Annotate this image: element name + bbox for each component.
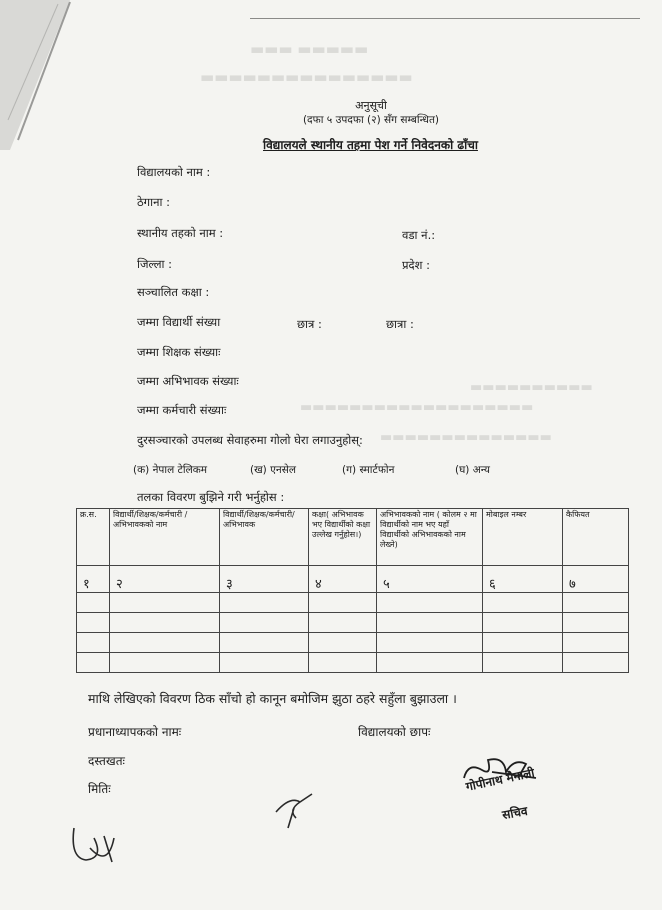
header-cell: विद्यार्थी/शिक्षक/कर्मचारी /अभिभावकको नाम bbox=[110, 509, 220, 566]
blank-cell bbox=[563, 633, 629, 653]
table-row bbox=[77, 653, 629, 673]
blank-cell bbox=[483, 613, 563, 633]
bleed-through-text: ▬▬▬▬▬▬▬▬▬▬▬▬▬▬ bbox=[380, 430, 552, 445]
grades-field: सञ्चालित कक्षा : bbox=[137, 285, 210, 299]
blank-cell bbox=[77, 613, 110, 633]
bleed-through-text: ▬▬▬ ▬▬▬▬▬ bbox=[250, 40, 369, 58]
top-rule bbox=[250, 18, 640, 19]
blank-cell bbox=[377, 613, 483, 633]
ward-field: वडा नं.: bbox=[402, 228, 436, 242]
total-students-field: जम्मा विद्यार्थी संख्या bbox=[137, 315, 221, 329]
stamp-designation: सचिव bbox=[501, 803, 529, 823]
bleed-through-text: ▬▬▬▬▬▬▬▬▬▬ bbox=[470, 380, 593, 395]
blank-cell bbox=[77, 653, 110, 673]
handwritten-initial bbox=[270, 788, 320, 832]
schedule-label: अनुसूची bbox=[355, 99, 387, 112]
blank-cell bbox=[483, 633, 563, 653]
blank-cell bbox=[220, 653, 309, 673]
table-row bbox=[77, 613, 629, 633]
header-cell: क्र.स. bbox=[77, 509, 110, 566]
blank-cell bbox=[110, 653, 220, 673]
blank-cell bbox=[309, 653, 377, 673]
handwritten-mark bbox=[64, 818, 124, 878]
blank-cell bbox=[110, 593, 220, 613]
blank-cell bbox=[309, 613, 377, 633]
blank-cell bbox=[220, 593, 309, 613]
column-number: ६ bbox=[483, 566, 563, 593]
boys-field: छात्र : bbox=[297, 317, 322, 331]
column-number: १ bbox=[77, 566, 110, 593]
blank-cell bbox=[220, 633, 309, 653]
blank-cell bbox=[110, 613, 220, 633]
girls-field: छात्रा : bbox=[386, 317, 414, 331]
form-title: विद्यालयले स्थानीय तहमा पेश गर्ने निवेदनको ढाँचा bbox=[263, 138, 478, 152]
telecom-option: (ख) एनसेल bbox=[250, 464, 296, 476]
scan-shadow bbox=[0, 0, 90, 150]
column-number: ३ bbox=[220, 566, 309, 593]
details-table bbox=[76, 508, 629, 673]
column-number: ७ bbox=[563, 566, 629, 593]
table-header-row bbox=[77, 509, 629, 566]
school-stamp-field: विद्यालयको छापः bbox=[358, 725, 431, 739]
header-cell: अभिभावकको नाम ( कोलम २ मा विद्यार्थीको नाम भए यहाँ विद्यार्थीको अभिभावकको नाम लेख्ने) bbox=[377, 509, 483, 566]
blank-cell bbox=[377, 633, 483, 653]
principal-name-field: प्रधानाध्यापकको नामः bbox=[88, 725, 182, 739]
province-field: प्रदेश : bbox=[402, 258, 430, 272]
date-field: मितिः bbox=[88, 782, 111, 796]
column-number-row bbox=[77, 566, 629, 593]
declaration-text: माथि लेखिएको विवरण ठिक साँचो हो कानून बमोजिम झुठा ठहरे सहुँला बुझाउला । bbox=[88, 691, 457, 706]
blank-cell bbox=[309, 593, 377, 613]
district-field: जिल्ला : bbox=[137, 257, 173, 271]
bleed-through-text: ▬▬▬▬▬▬▬▬▬▬▬▬▬▬▬▬▬▬▬ bbox=[300, 400, 534, 415]
total-staff-field: जम्मा कर्मचारी संख्याः bbox=[137, 403, 227, 417]
blank-cell bbox=[563, 593, 629, 613]
bleed-through-text: ▬▬▬▬▬▬▬▬▬▬▬▬▬▬▬ bbox=[200, 68, 413, 86]
table-row bbox=[77, 593, 629, 613]
blank-cell bbox=[309, 633, 377, 653]
school-name-field: विद्यालयको नाम : bbox=[137, 165, 211, 179]
telecom-option: (घ) अन्य bbox=[455, 464, 490, 476]
total-parents-field: जम्मा अभिभावक संख्याः bbox=[137, 374, 239, 388]
table-intro: तलका विवरण बुझिने गरी भर्नुहोस : bbox=[137, 490, 285, 504]
table-row bbox=[77, 633, 629, 653]
telecom-option: (क) नेपाल टेलिकम bbox=[133, 464, 208, 476]
column-number: ५ bbox=[377, 566, 483, 593]
schedule-reference: (दफा ५ उपदफा (२) सँग सम्बन्धित) bbox=[302, 114, 440, 126]
header-cell: मोबाइल नम्बर bbox=[483, 509, 563, 566]
stamp-name: गोपीनाथ मैनाली bbox=[464, 765, 536, 794]
official-signature-stamp bbox=[448, 748, 578, 828]
blank-cell bbox=[377, 653, 483, 673]
column-number: ४ bbox=[309, 566, 377, 593]
blank-cell bbox=[563, 653, 629, 673]
blank-cell bbox=[563, 613, 629, 633]
blank-cell bbox=[377, 593, 483, 613]
local-level-field: स्थानीय तहको नाम : bbox=[137, 226, 224, 240]
blank-cell bbox=[110, 633, 220, 653]
telecom-option: (ग) स्मार्टफोन bbox=[342, 464, 395, 476]
header-cell: कक्षा( अभिभावक भए विद्यार्थीको कक्षा उल्लेख गर्नुहोस।) bbox=[309, 509, 377, 566]
address-field: ठेगाना : bbox=[137, 195, 171, 209]
telecom-question: दुरसञ्चारको उपलब्ध सेवाहरुमा गोलो घेरा लगाउनुहोस्: bbox=[137, 433, 363, 447]
blank-cell bbox=[77, 633, 110, 653]
header-cell: कैफियत bbox=[563, 509, 629, 566]
blank-cell bbox=[220, 613, 309, 633]
column-number: २ bbox=[110, 566, 220, 593]
header-cell: विद्यार्थी/शिक्षक/कर्मचारी/अभिभावक bbox=[220, 509, 309, 566]
total-teachers-field: जम्मा शिक्षक संख्याः bbox=[137, 345, 221, 359]
blank-cell bbox=[483, 653, 563, 673]
blank-cell bbox=[77, 593, 110, 613]
blank-cell bbox=[483, 593, 563, 613]
signature-field: दस्तखतः bbox=[88, 754, 125, 768]
